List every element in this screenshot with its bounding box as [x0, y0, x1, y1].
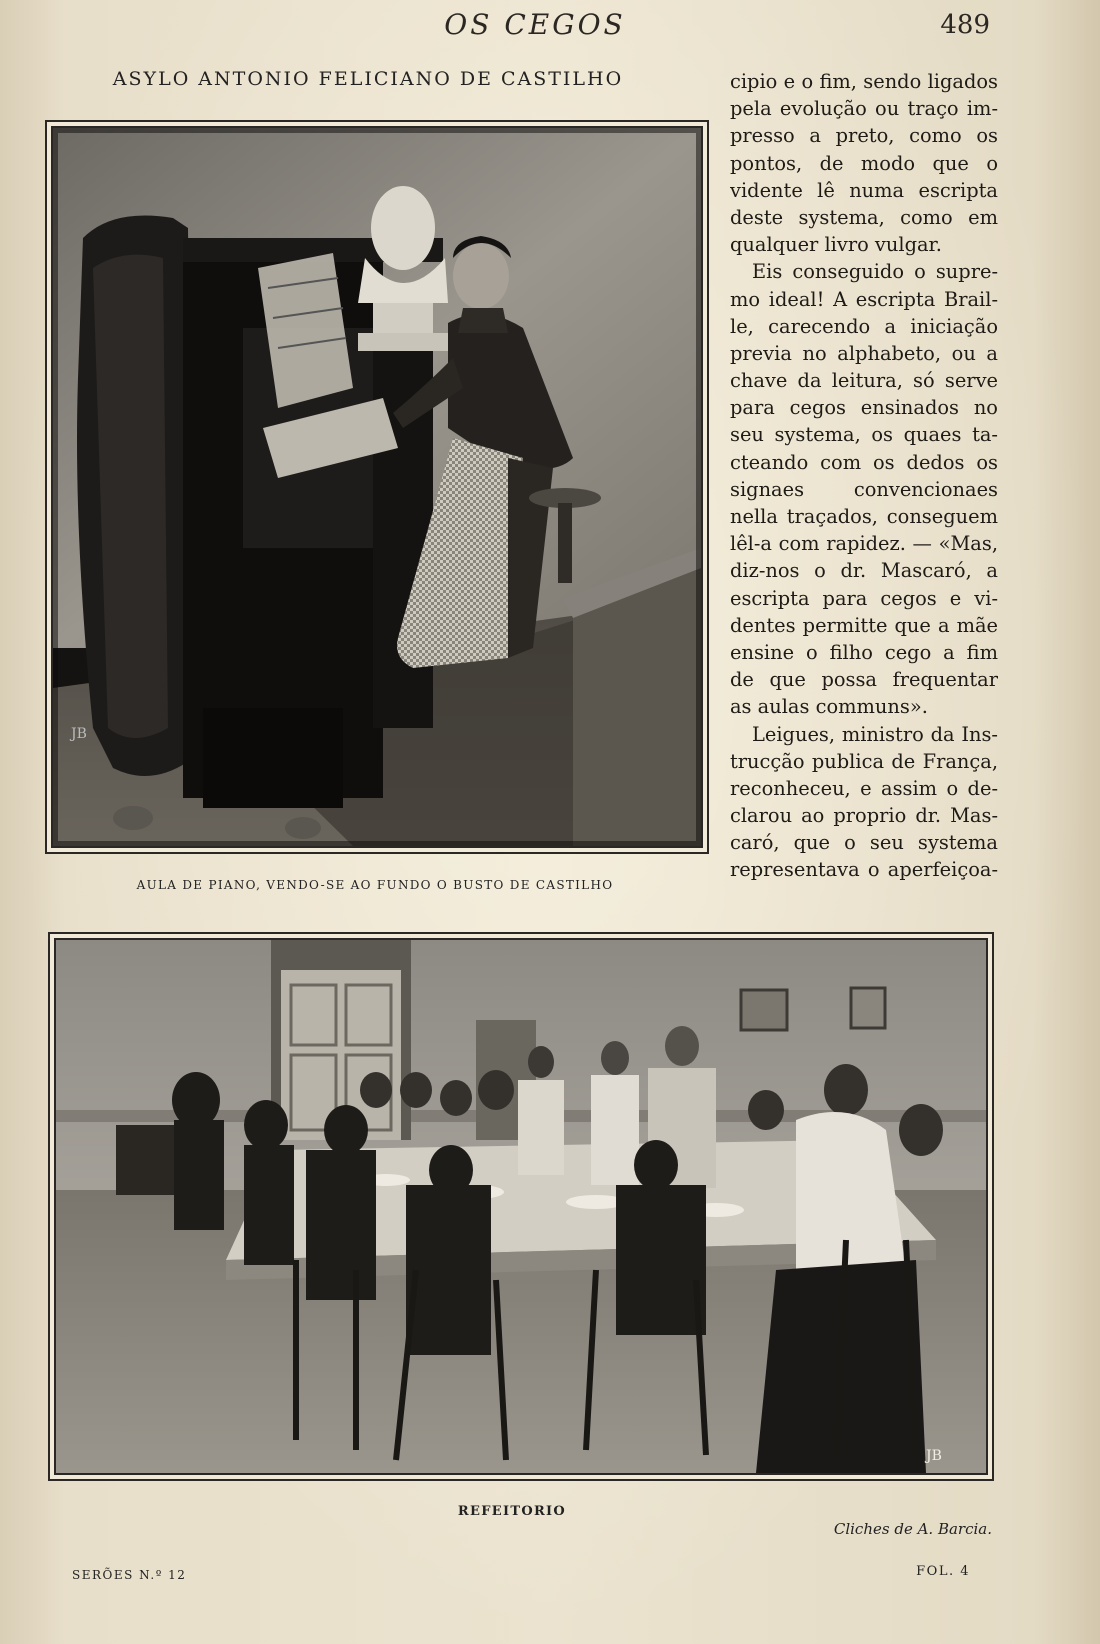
photo-heading: ASYLO ANTONIO FELICIANO DE CASTILHO: [112, 68, 624, 90]
text-line: signaes convencionaes: [730, 477, 998, 501]
text-line: qualquer livro vulgar.: [730, 233, 942, 257]
text-line: Eis conseguido o supre-: [752, 260, 998, 284]
text-line: clarou ao proprio dr. Mas-: [730, 804, 998, 828]
text-line: representava o aperfeiçoa-: [730, 858, 998, 882]
text-line: chave da leitura, só serve: [730, 369, 998, 393]
text-line: presso a preto, como os: [730, 124, 998, 148]
article-text-column: [730, 68, 998, 884]
text-line: as aulas communs».: [730, 695, 928, 719]
text-line: caró, que o seu systema: [730, 831, 998, 855]
text-line: le, carecendo a iniciação: [730, 314, 998, 338]
text-line: nella traçados, conseguem: [730, 505, 998, 528]
text-line: reconheceu, e assim o de-: [730, 776, 998, 800]
text-line: deste systema, como em: [730, 205, 998, 229]
text-line: escripta para cegos e vi-: [730, 586, 998, 610]
text-line: vidente lê numa escripta: [730, 178, 998, 202]
text-line: trucção publica de França,: [730, 749, 998, 773]
text-line: pontos, de modo que o: [730, 151, 998, 175]
refectory-illustration: [56, 940, 986, 1473]
text-line: cipio e o fim, sendo ligados: [730, 70, 998, 93]
text-line: diz-nos o dr. Mascaró, a: [730, 559, 998, 583]
piano-photo-caption: AULA DE PIANO, VENDO-SE AO FUNDO O BUSTO DE CASTILHO: [136, 878, 614, 892]
svg-text:JB: JB: [71, 726, 87, 742]
piano-lesson-illustration: [53, 128, 701, 846]
text-line: seu systema, os quaes ta-: [730, 423, 998, 447]
photo-credit: Cliches de A. Barcia.: [833, 1520, 992, 1538]
refectory-photo: [48, 932, 994, 1481]
text-line: de que possa frequentar: [730, 668, 998, 692]
text-line: para cegos ensinados no: [730, 396, 998, 420]
text-line: Leigues, ministro da Ins-: [752, 722, 998, 746]
text-line: previa no alphabeto, ou a: [730, 341, 998, 365]
page-number: 489: [940, 10, 990, 40]
running-title: OS CEGOS: [444, 8, 626, 41]
svg-text:JB: JB: [926, 1448, 942, 1464]
footer-sheet: FOL. 4: [916, 1564, 970, 1579]
footer-issue: SERÕES N.º 12: [72, 1568, 187, 1582]
text-line: lêl-a com rapidez. — «Mas,: [730, 532, 998, 556]
text-line: ensine o filho cego a fim: [730, 640, 998, 664]
piano-lesson-photo: [45, 120, 709, 854]
text-line: pela evolução ou traço im-: [730, 97, 998, 121]
text-line: mo ideal! A escripta Brail-: [730, 287, 998, 311]
refectory-photo-caption: REFEITORIO: [457, 1504, 567, 1519]
text-line: dentes permitte que a mãe: [730, 613, 998, 637]
text-line: cteando com os dedos os: [730, 450, 998, 474]
